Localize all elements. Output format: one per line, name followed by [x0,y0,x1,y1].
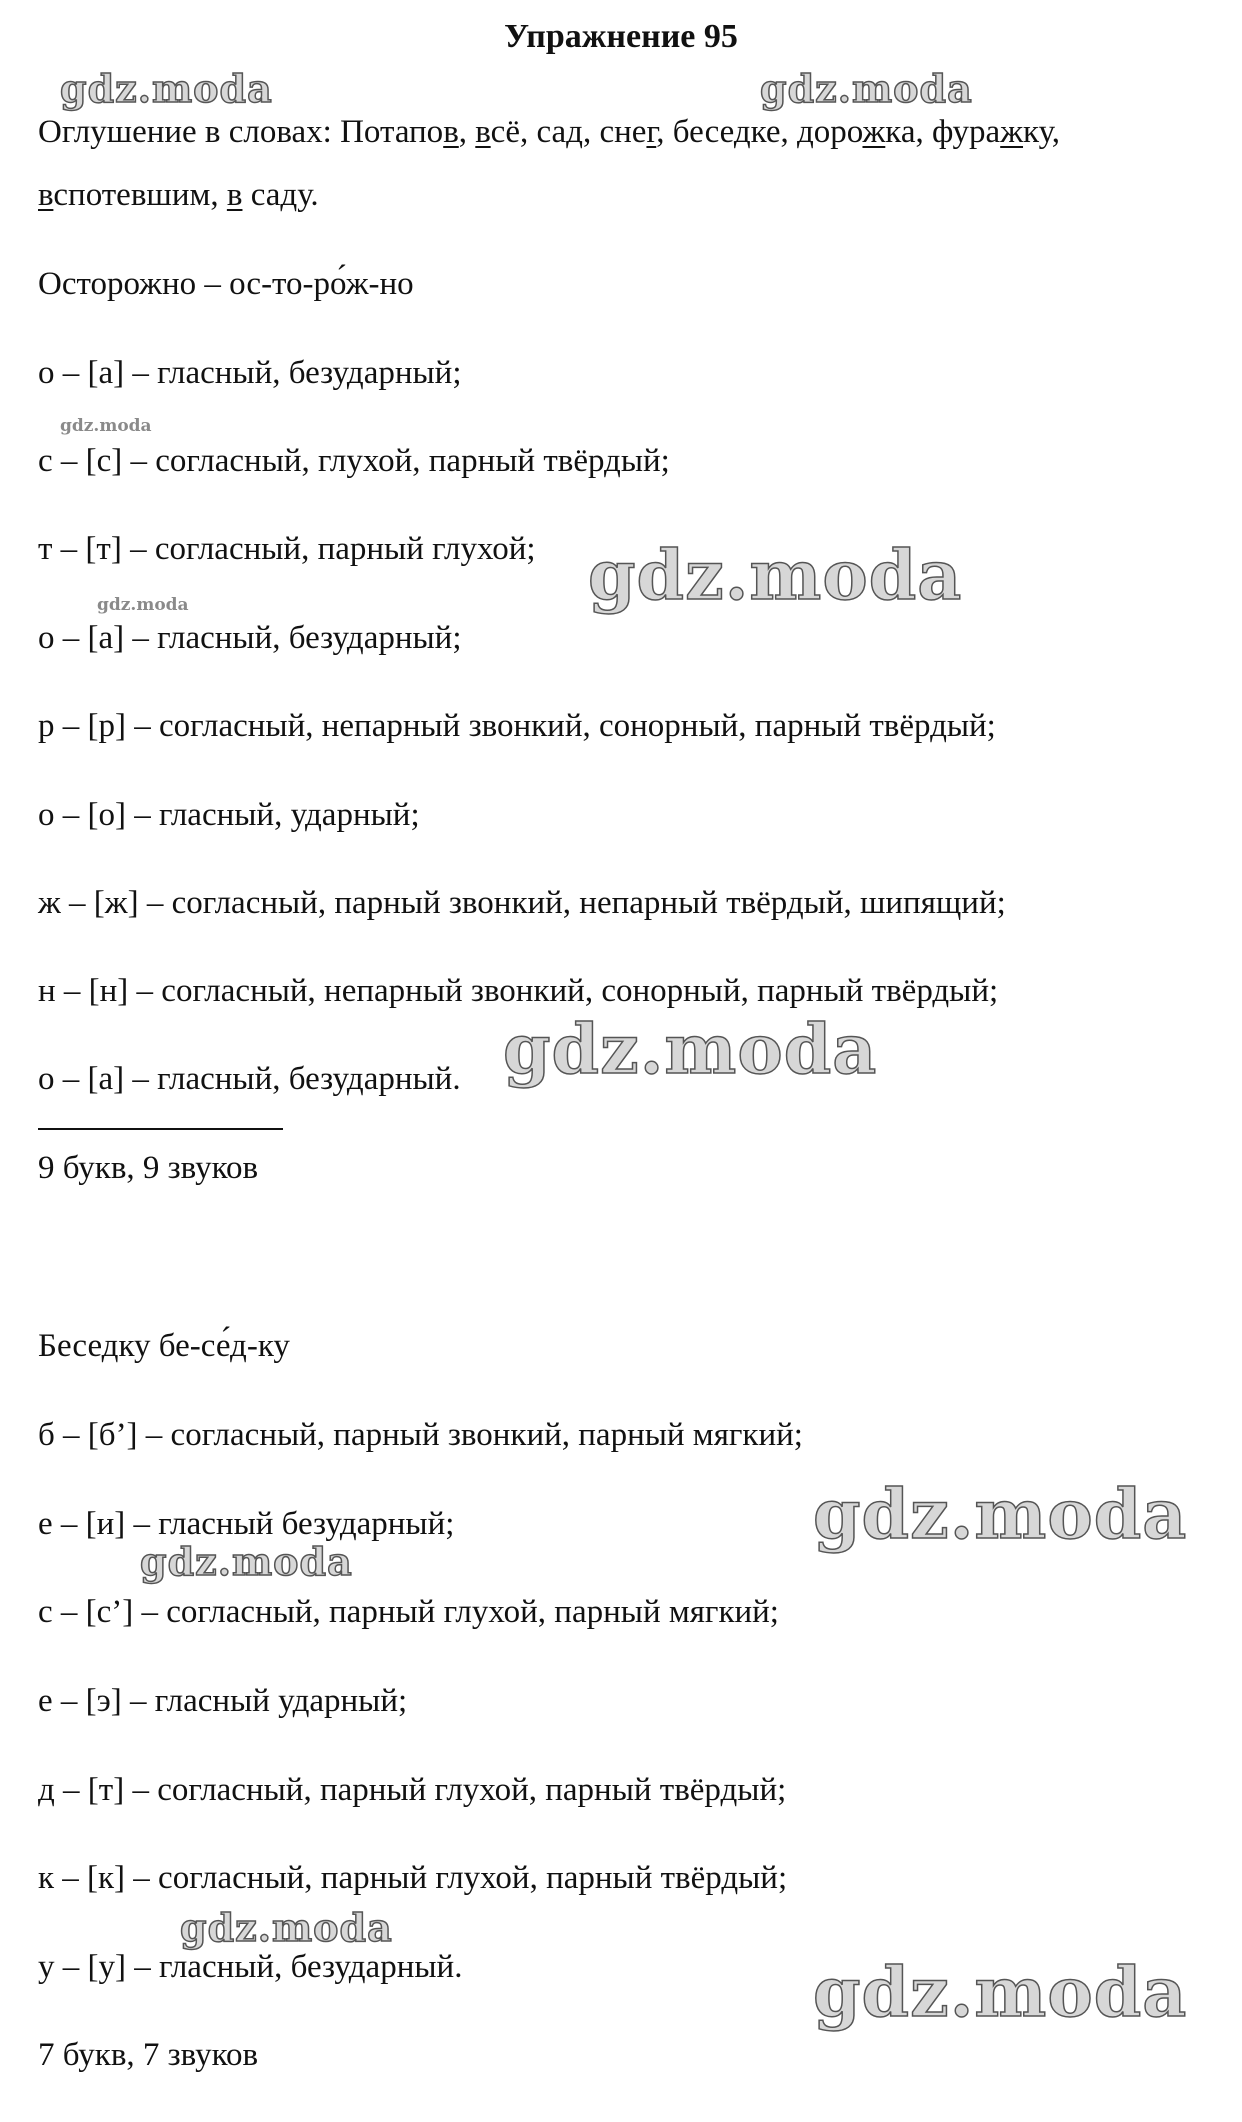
intro-word: дорожка, [797,114,932,150]
sound-row: т – [т] – согласный, парный глухой; [38,531,536,567]
sound-row: е – [и] – гласный безударный; [38,1506,455,1542]
watermark: gdz.moda [588,536,963,616]
intro-word: в саду. [226,177,319,213]
sound-row: о – [а] – гласный, безударный. [38,1061,461,1097]
sound-row: с – [с’] – согласный, парный глухой, парный мягкий; [38,1594,779,1630]
watermark: gdz.moda [180,1905,393,1950]
watermark: gdz.moda [60,66,273,111]
sound-row: о – [а] – гласный, безударный; [38,620,462,656]
watermark: gdz.moda [503,1010,878,1090]
intro-word: сад, [536,114,600,150]
intro-word: Потапов, [340,114,476,150]
intro-word: беседке, [672,114,798,150]
divider-line [38,1128,283,1130]
sound-row: с – [с] – согласный, глухой, парный твёрдый; [38,443,670,479]
section2-header: Беседку бе-се́д-ку [38,1328,290,1364]
intro-line-2 [38,175,319,215]
section2-summary: 7 букв, 7 звуков [38,2037,259,2073]
watermark: gdz.moda [140,1539,353,1584]
section1-header: Осторожно – ос-то-ро́ж-но [38,266,414,302]
sound-row: р – [р] – согласный, непарный звонкий, сонорный, парный твёрдый; [38,708,996,744]
watermark: gdz.moda [813,1475,1188,1555]
sound-row: о – [о] – гласный, ударный; [38,797,420,833]
sound-row: б – [б’] – согласный, парный звонкий, парный мягкий; [38,1417,803,1453]
watermark: gdz.moda [60,416,152,436]
intro-prefix: Оглушение в словах: [38,114,341,150]
sound-row: е – [э] – гласный ударный; [38,1683,408,1719]
intro-word: фуражку, [931,114,1061,150]
intro-word: снег, [599,114,673,150]
intro-line-1 [38,112,1060,152]
watermark: gdz.moda [813,1953,1188,2033]
sound-row: д – [т] – согласный, парный глухой, парный твёрдый; [38,1772,787,1808]
sound-row: ж – [ж] – согласный, парный звонкий, непарный твёрдый, шипящий; [38,885,1006,921]
intro-word: всё, [475,114,537,150]
watermark: gdz.moda [760,66,973,111]
watermark: gdz.moda [97,595,189,615]
sound-row: у – [у] – гласный, безударный. [38,1949,463,1985]
sound-row: к – [к] – согласный, парный глухой, парный твёрдый; [38,1860,788,1896]
intro-word: вспотевшим, [38,177,227,213]
section1-summary: 9 букв, 9 звуков [38,1150,259,1186]
sound-row: о – [а] – гласный, безударный; [38,355,462,391]
exercise-title: Упражнение 95 [504,18,738,55]
sound-row: н – [н] – согласный, непарный звонкий, сонорный, парный твёрдый; [38,973,999,1009]
